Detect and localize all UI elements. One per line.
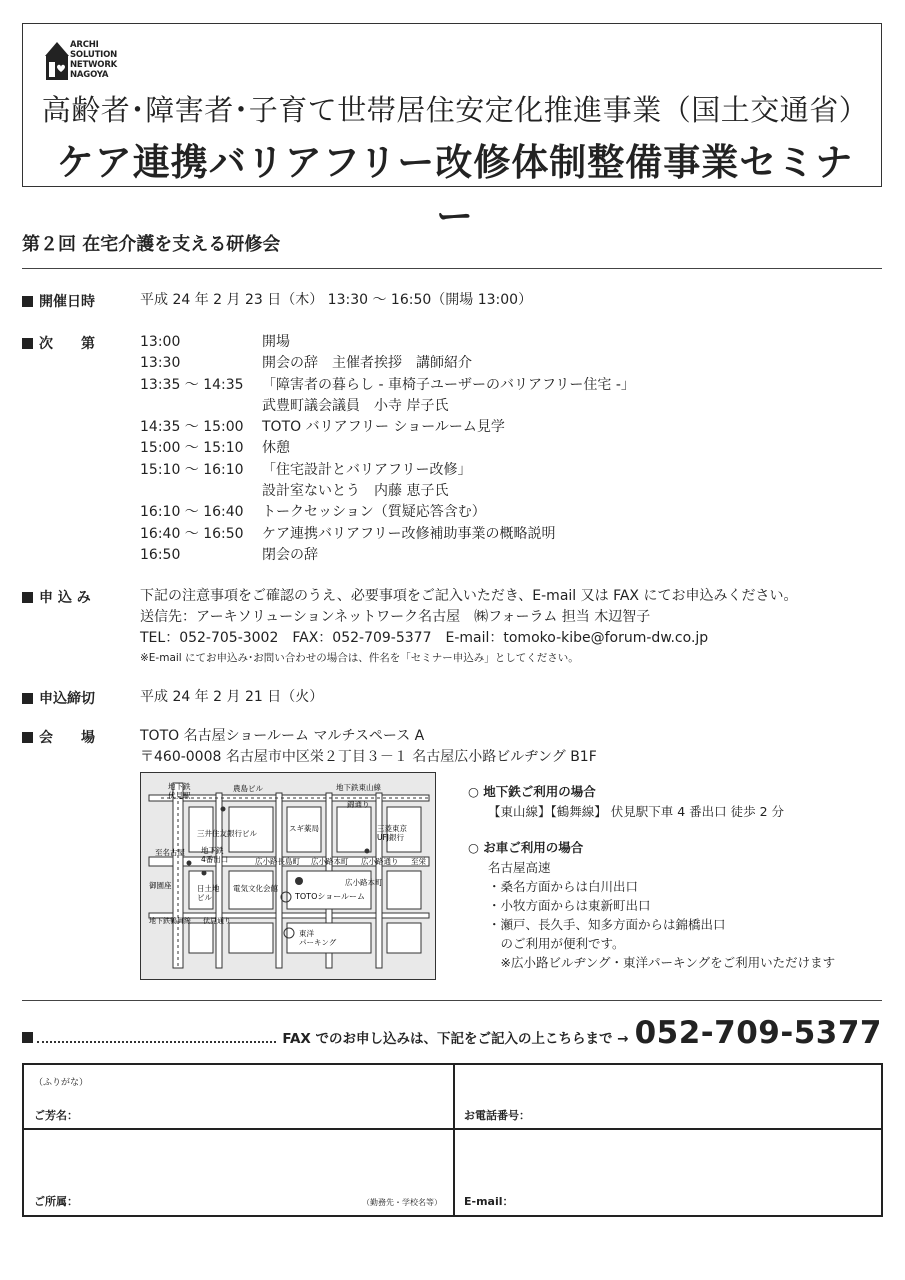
apply-line1: 下記の注意事項をご確認のうえ、必要事項をご記入いただき、E-mail 又は FAX にてお申込みください。: [140, 588, 798, 604]
car-title-text: お車ご利用の場合: [483, 840, 584, 855]
deadline-value: 平成 24 年 2 月 21 日（火）: [140, 689, 324, 705]
map-label: 農島ビル: [233, 784, 263, 793]
affiliation-note: （勤務先・学校名等）: [362, 1198, 442, 1207]
schedule-list: [140, 332, 635, 566]
schedule-time: 15:10 〜 16:10: [140, 461, 244, 478]
logo-line: ARCHI: [70, 40, 99, 50]
map-label: 錦通り: [347, 800, 370, 809]
schedule-time: [140, 396, 262, 417]
subway-detail: 【東山線】【鶴舞線】 伏見駅下車 4 番出口 徒歩 2 分: [488, 804, 784, 819]
map-label: 広小路本町: [311, 857, 349, 866]
car-lines: [488, 858, 835, 972]
venue-label: [22, 727, 132, 747]
fax-line: [22, 1015, 882, 1051]
schedule-item: 休憩: [262, 440, 290, 457]
furigana-label: （ふりがな）: [34, 1078, 89, 1088]
map-label: 東洋パーキング: [299, 929, 337, 947]
apply-line3: TEL：052-705-3002 FAX：052-709-5377 E-mail：tomoko-kibe@forum-dw.co.jp: [140, 630, 709, 646]
car-line: ・桑名方面からは白川出口: [488, 879, 639, 894]
schedule-row: [140, 396, 635, 417]
venue-line2: 〒460-0008 名古屋市中区栄２丁目３－１ 名古屋広小路ビルヂング B1F: [140, 749, 597, 765]
schedule-label: [22, 333, 132, 353]
header-subtitle: 高齢者･障害者･子育て世帯居住安定化推進事業（国土交通省）: [41, 93, 869, 127]
schedule-row: [140, 417, 635, 438]
deadline-label-text: 申込締切: [39, 691, 95, 707]
schedule-item: 閉会の辞: [262, 546, 318, 563]
deadline-label: [22, 688, 132, 708]
schedule-time: 13:30: [140, 355, 181, 372]
schedule-row: [140, 524, 635, 545]
schedule-item: TOTO バリアフリー ショールーム見学: [262, 419, 505, 436]
map-label: 日土地ビル: [197, 884, 220, 902]
map-label: 地下鉄 4番出口: [201, 846, 229, 864]
divider: [22, 268, 882, 269]
apply-label-text: 申 込 み: [39, 590, 91, 606]
schedule-time: 16:40 〜 16:50: [140, 525, 244, 542]
schedule-item: ケア連携バリアフリー改修補助事業の概略説明: [262, 525, 556, 542]
schedule-time: 13:35 〜 14:35: [140, 376, 244, 393]
date-value: 平成 24 年 2 月 23 日（木） 13:30 〜 16:50（開場 13:00）: [140, 292, 533, 308]
schedule-row: [140, 502, 635, 523]
logo-line: NAGOYA: [70, 70, 109, 80]
map-label: スギ薬局: [289, 824, 319, 833]
venue-map: [140, 772, 436, 980]
name-field[interactable]: ご芳名：: [34, 1109, 78, 1122]
form-divider: [453, 1065, 455, 1215]
car-line: ・小牧方面からは東新町出口: [488, 898, 651, 913]
subway-title-text: 地下鉄ご利用の場合: [483, 784, 596, 799]
map-label: TOTOショールーム: [295, 892, 366, 901]
square-icon: [22, 1032, 33, 1043]
car-line: 名古屋高速: [488, 860, 551, 875]
schedule-item: 設計室ないとう 内藤 恵子氏: [262, 483, 449, 500]
map-label: 伏見通り: [203, 917, 231, 925]
phone-field[interactable]: お電話番号：: [464, 1109, 530, 1122]
map-graphic: [141, 773, 434, 978]
divider: [22, 1000, 882, 1001]
application-form: [22, 1063, 883, 1217]
car-line: ※広小路ビルヂング・東洋パーキングをご利用いただけます: [488, 955, 836, 970]
email-field[interactable]: E-mail：: [464, 1195, 514, 1208]
map-label: 至名古屋: [155, 848, 185, 857]
form-divider: [24, 1128, 881, 1130]
venue-line1: TOTO 名古屋ショールーム マルチスペース A: [140, 728, 425, 744]
session-title: 第２回 在宅介護を支える研修会: [22, 234, 281, 255]
map-label: 三菱東京 UFJ銀行: [377, 824, 407, 842]
schedule-item: 武豊町議会議員 小寺 岸子氏: [262, 397, 449, 414]
map-label: 電気文化会館: [233, 884, 278, 893]
schedule-row: [140, 545, 635, 566]
schedule-time: 15:00 〜 15:10: [140, 440, 244, 457]
map-label: 広小路本町: [345, 878, 383, 887]
map-label: 広小路通り: [361, 857, 399, 866]
schedule-time: 13:00: [140, 334, 181, 350]
car-title: ○ お車ご利用の場合: [468, 840, 584, 855]
schedule-item: 「住宅設計とバリアフリー改修」: [262, 461, 472, 478]
schedule-row: [140, 353, 635, 374]
logo-text: [70, 40, 117, 80]
fax-number: 052-709-5377: [634, 1015, 882, 1051]
schedule-row: [140, 375, 635, 396]
schedule-item: トークセッション（質疑応答含む）: [262, 504, 486, 521]
logo-line: NETWORK: [70, 60, 118, 70]
map-label: 御園座: [149, 881, 172, 890]
schedule-row: [140, 438, 635, 459]
schedule-time: 16:10 〜 16:40: [140, 504, 244, 521]
map-label: 地下鉄伏見駅: [168, 782, 191, 800]
car-line: のご利用が便利です。: [488, 936, 625, 951]
house-logo-icon: [43, 40, 71, 82]
apply-label: [22, 587, 132, 607]
subway-title: ○ 地下鉄ご利用の場合: [468, 784, 596, 799]
schedule-item: 開場: [262, 334, 290, 350]
map-label: 地下鉄東山線: [336, 783, 381, 792]
schedule-time: 16:50: [140, 546, 181, 563]
car-line: ・瀬戸、長久手、知多方面からは錦橋出口: [488, 917, 726, 932]
map-label: 三井住友銀行ビル: [197, 829, 257, 838]
schedule-label-text: 次 第: [39, 336, 95, 352]
affiliation-field[interactable]: ご所属：: [34, 1195, 78, 1208]
dotted-leader: [37, 1041, 276, 1043]
schedule-row: [140, 460, 635, 481]
header-title: ケア連携バリアフリー改修体制整備事業セミナー: [56, 140, 854, 238]
schedule-row: [140, 481, 635, 502]
date-label-text: 開催日時: [39, 294, 95, 310]
fax-text: FAX でのお申し込みは、下記をご記入の上こちらまで →: [282, 1031, 629, 1047]
schedule-item: 「障害者の暮らし - 車椅子ユーザーのバリアフリー住宅 -」: [262, 376, 635, 393]
logo-line: SOLUTION: [70, 50, 118, 60]
apply-line2: 送信先：アーキソリューションネットワーク名古屋 ㈱フォーラム 担当 木辺智子: [140, 609, 651, 625]
map-label: 地下鉄鶴舞線: [149, 917, 191, 925]
schedule-time: [140, 481, 262, 502]
schedule-time: 14:35 〜 15:00: [140, 419, 244, 436]
schedule-item: 開会の辞 主催者挨拶 講師紹介: [262, 355, 472, 372]
map-label: 広小路長島町: [255, 857, 300, 866]
map-label: 至栄: [411, 857, 426, 866]
venue-label-text: 会 場: [39, 730, 95, 746]
schedule-row: [140, 332, 635, 353]
date-label: [22, 291, 132, 311]
apply-note: ※E-mail にてお申込み･お問い合わせの場合は、件名を「セミナー申込み」としてください。: [140, 652, 579, 664]
